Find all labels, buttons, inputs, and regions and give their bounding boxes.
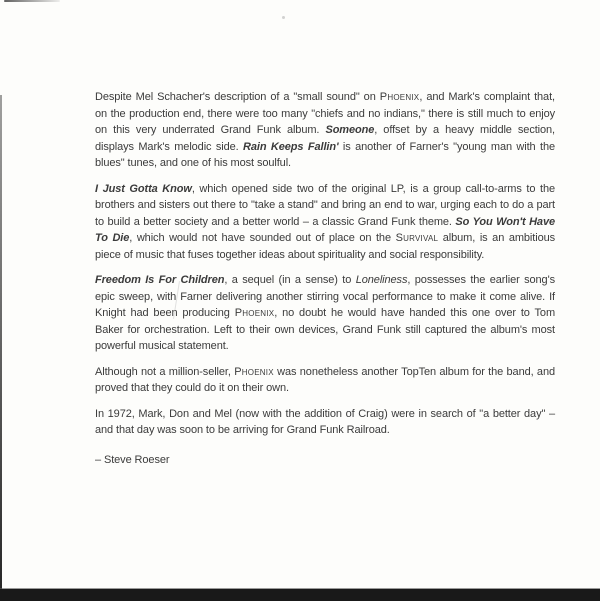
paragraph (95, 364, 555, 397)
album-title: Phoenix (234, 307, 275, 319)
song-title: I Just Gotta Know (95, 182, 192, 195)
liner-notes-text (95, 89, 555, 477)
text-run: , and Mark's complaint that, on the production end, there were too many "chiefs and no indians," there is still much to enjoy on this very underrated Grand Funk album. (95, 91, 555, 136)
text-run: , possesses the earlier song's epic sweep, with Farner delivering another stirring vocal performance to make it come alive. If Knight had been producing (95, 274, 555, 319)
paragraph (95, 406, 555, 439)
page-bottom-black-bar (0, 589, 600, 601)
album-title: Phoenix (379, 91, 420, 103)
text-run: , which would not have sounded out of place on the (129, 232, 396, 244)
text-run: , a sequel (in a sense) to (224, 274, 356, 286)
text-run: Despite Mel Schacher's description of a "small sound" on (95, 91, 380, 103)
song-title: Freedom Is For Children (95, 274, 225, 286)
song-title: So You Won't Have To Die (95, 215, 555, 244)
scan-artifact-left-edge (0, 95, 2, 601)
song-title: Rain Keeps Fallin' (243, 140, 339, 153)
text-run: – Steve Roeser (95, 453, 170, 466)
paragraph (95, 181, 555, 264)
text-run: In 1972, Mark, Don and Mel (now with the addition of Craig) were in search of "a better day" – and that day was soon to be arriving for Grand Funk Railroad. (95, 407, 555, 436)
scan-artifact-speck (282, 16, 285, 19)
text-run: album, is an ambitious piece of music that fuses together ideas about spirituality and social responsibility. (95, 232, 555, 261)
author-signature (95, 452, 555, 469)
text-run: , offset by a heavy middle section, displays Mark's melodic side. (95, 124, 556, 153)
text-run: , no doubt he would have handed this one over to Tom Baker for orchestration. Left to their own devices, Grand Funk still captured the album's most powerful musical statement. (95, 307, 556, 352)
text-run: is another of Farner's "young man with the blues" tunes, and one of his most soulful. (95, 140, 555, 169)
song-reference: Loneliness (355, 274, 408, 286)
text-run: Although not a million-seller, (95, 365, 235, 378)
song-title: Someone (325, 124, 375, 136)
album-title: Survival (395, 232, 439, 244)
album-title: Phoenix (234, 365, 274, 378)
text-run: was nonetheless another TopTen album for the band, and proved that they could do it on their own. (95, 365, 555, 394)
text-run: , which opened side two of the original LP, is a group call-to-arms to the brothers and sisters out there to "take a stand" and bring an end to war, urging each to do a part to build a better society and a better world – a classic Grand Funk theme. (95, 182, 555, 228)
paragraph (95, 89, 555, 172)
paragraph (95, 272, 555, 355)
scan-artifact-top-edge (4, 0, 60, 2)
